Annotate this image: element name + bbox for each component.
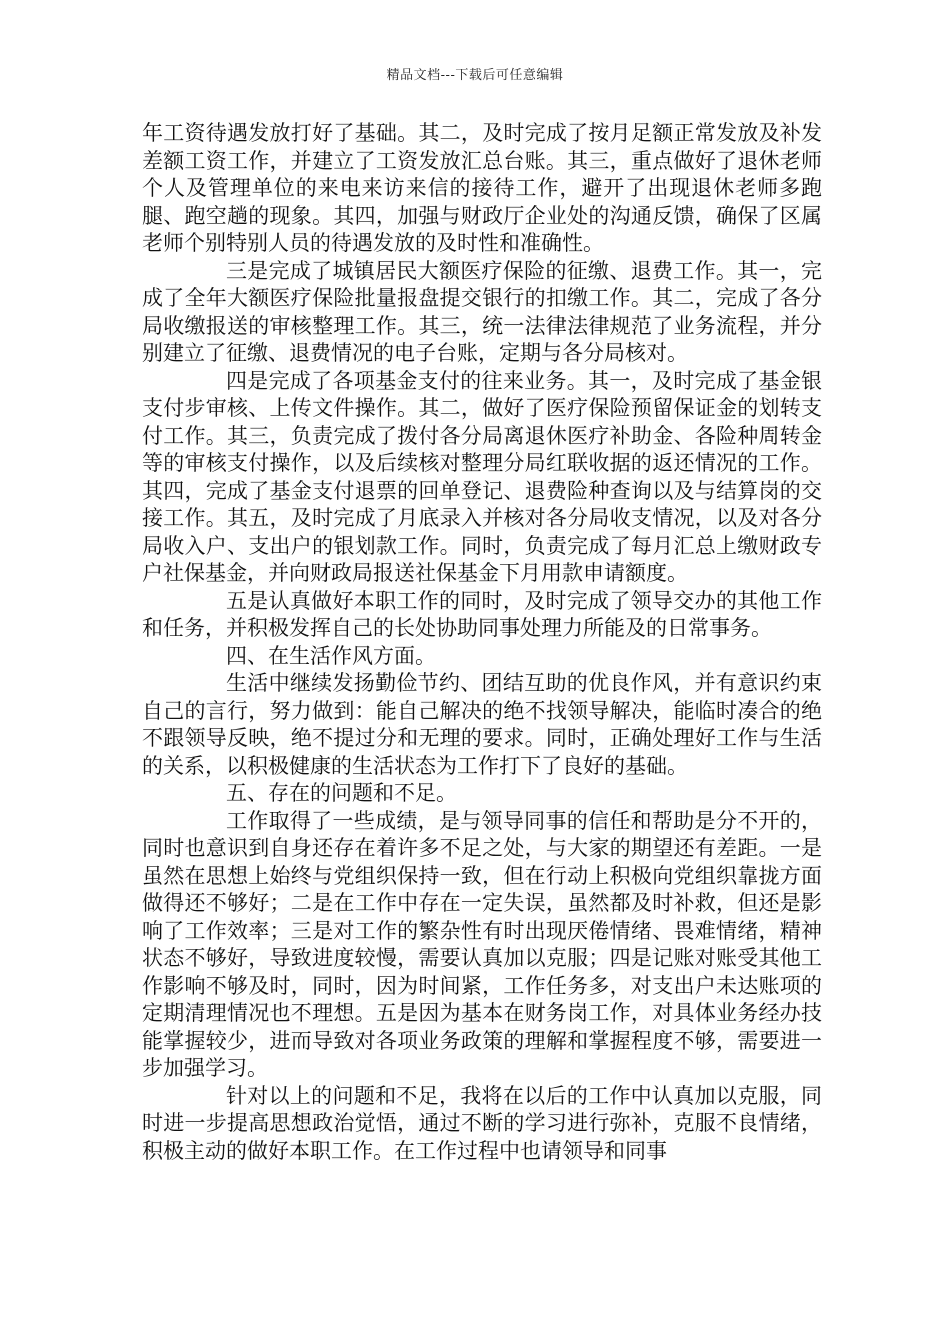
document-body [142,120,822,1165]
paragraph: 年工资待遇发放打好了基础。其二，及时完成了按月足额正常发放及补发差额工资工作，并建立了工资发放汇总台账。其三，重点做好了退休老师个人及管理单位的来电来访来信的接待工作，避开了出现退休老师多跑腿、跑空趟的现象。其四，加强与财政厅企业处的沟通反馈，确保了区属老师个别特别人员的待遇发放的及时性和准确性。 [142,121,822,255]
section-heading: 五、存在的问题和不足。 [226,781,457,805]
section-heading: 四、在生活作风方面。 [226,643,436,668]
paragraph: 三是完成了城镇居民大额医疗保险的征缴、退费工作。其一，完成了全年大额医疗保险批量报盘提交银行的扣缴工作。其二，完成了各分局收缴报送的审核整理工作。其三，统一法律法律规范了业务流程，并分别建立了征缴、退费情况的电子台账，定期与各分局核对。 [142,258,822,365]
paragraph: 五是认真做好本职工作的同时，及时完成了领导交办的其他工作和任务，并积极发挥自己的长处协助同事处理力所能及的日常事务。 [142,588,822,640]
paragraph: 四是完成了各项基金支付的往来业务。其一，及时完成了基金银支付步审核、上传文件操作。其二，做好了医疗保险预留保证金的划转支付工作。其三，负责完成了拨付各分局离退休医疗补助金、各险种周转金等的审核支付操作，以及后续核对整理分局红联收据的返还情况的工作。其四，完成了基金支付退票的回单登记、退费险种查询以及与结算岗的交接工作。其五，及时完成了月底录入并核对各分局收支情况，以及对各分局收入户、支出户的银划款工作。同时，负责完成了每月汇总上缴财政专户社保基金，并向财政局报送社保基金下月用款申请额度。 [142,368,822,585]
page-header: 精品文档---下载后可任意编辑 [386,68,564,83]
paragraph: 针对以上的问题和不足，我将在以后的工作中认真加以克服，同时进一步提高思想政治觉悟，通过不断的学习进行弥补，克服不良情绪，积极主动的做好本职工作。在工作过程中也请领导和同事 [142,1083,822,1163]
paragraph: 工作取得了一些成绩，是与领导同事的信任和帮助是分不开的，同时也意识到自身还存在着许多不足之处，与大家的期望还有差距。一是虽然在思想上始终与党组织保持一致，但在行动上积极向党组织靠拢方面做得还不够好；二是在工作中存在一定失误，虽然都及时补救，但还是影响了工作效率；三是对工作的繁杂性有时出现厌倦情绪、畏难情绪，精神状态不够好，导致进度较慢，需要认真加以克服；四是记账对账受其他工作影响不够及时，同时，因为时间紧，工作任务多，对支出户未达账项的定期清理情况也不理想。五是因为基本在财务岗工作，对具体业务经办技能掌握较少，进而导致对各项业务政策的理解和掌握程度不够，需要进一步加强学习。 [142,808,822,1080]
paragraph: 生活中继续发扬勤俭节约、团结互助的优良作风，并有意识约束自己的言行，努力做到：能自己解决的绝不找领导解决，能临时凑合的绝不跟领导反映，绝不提过分和无理的要求。同时，正确处理好工作与生活的关系，以积极健康的生活状态为工作打下了良好的基础。 [142,671,822,778]
